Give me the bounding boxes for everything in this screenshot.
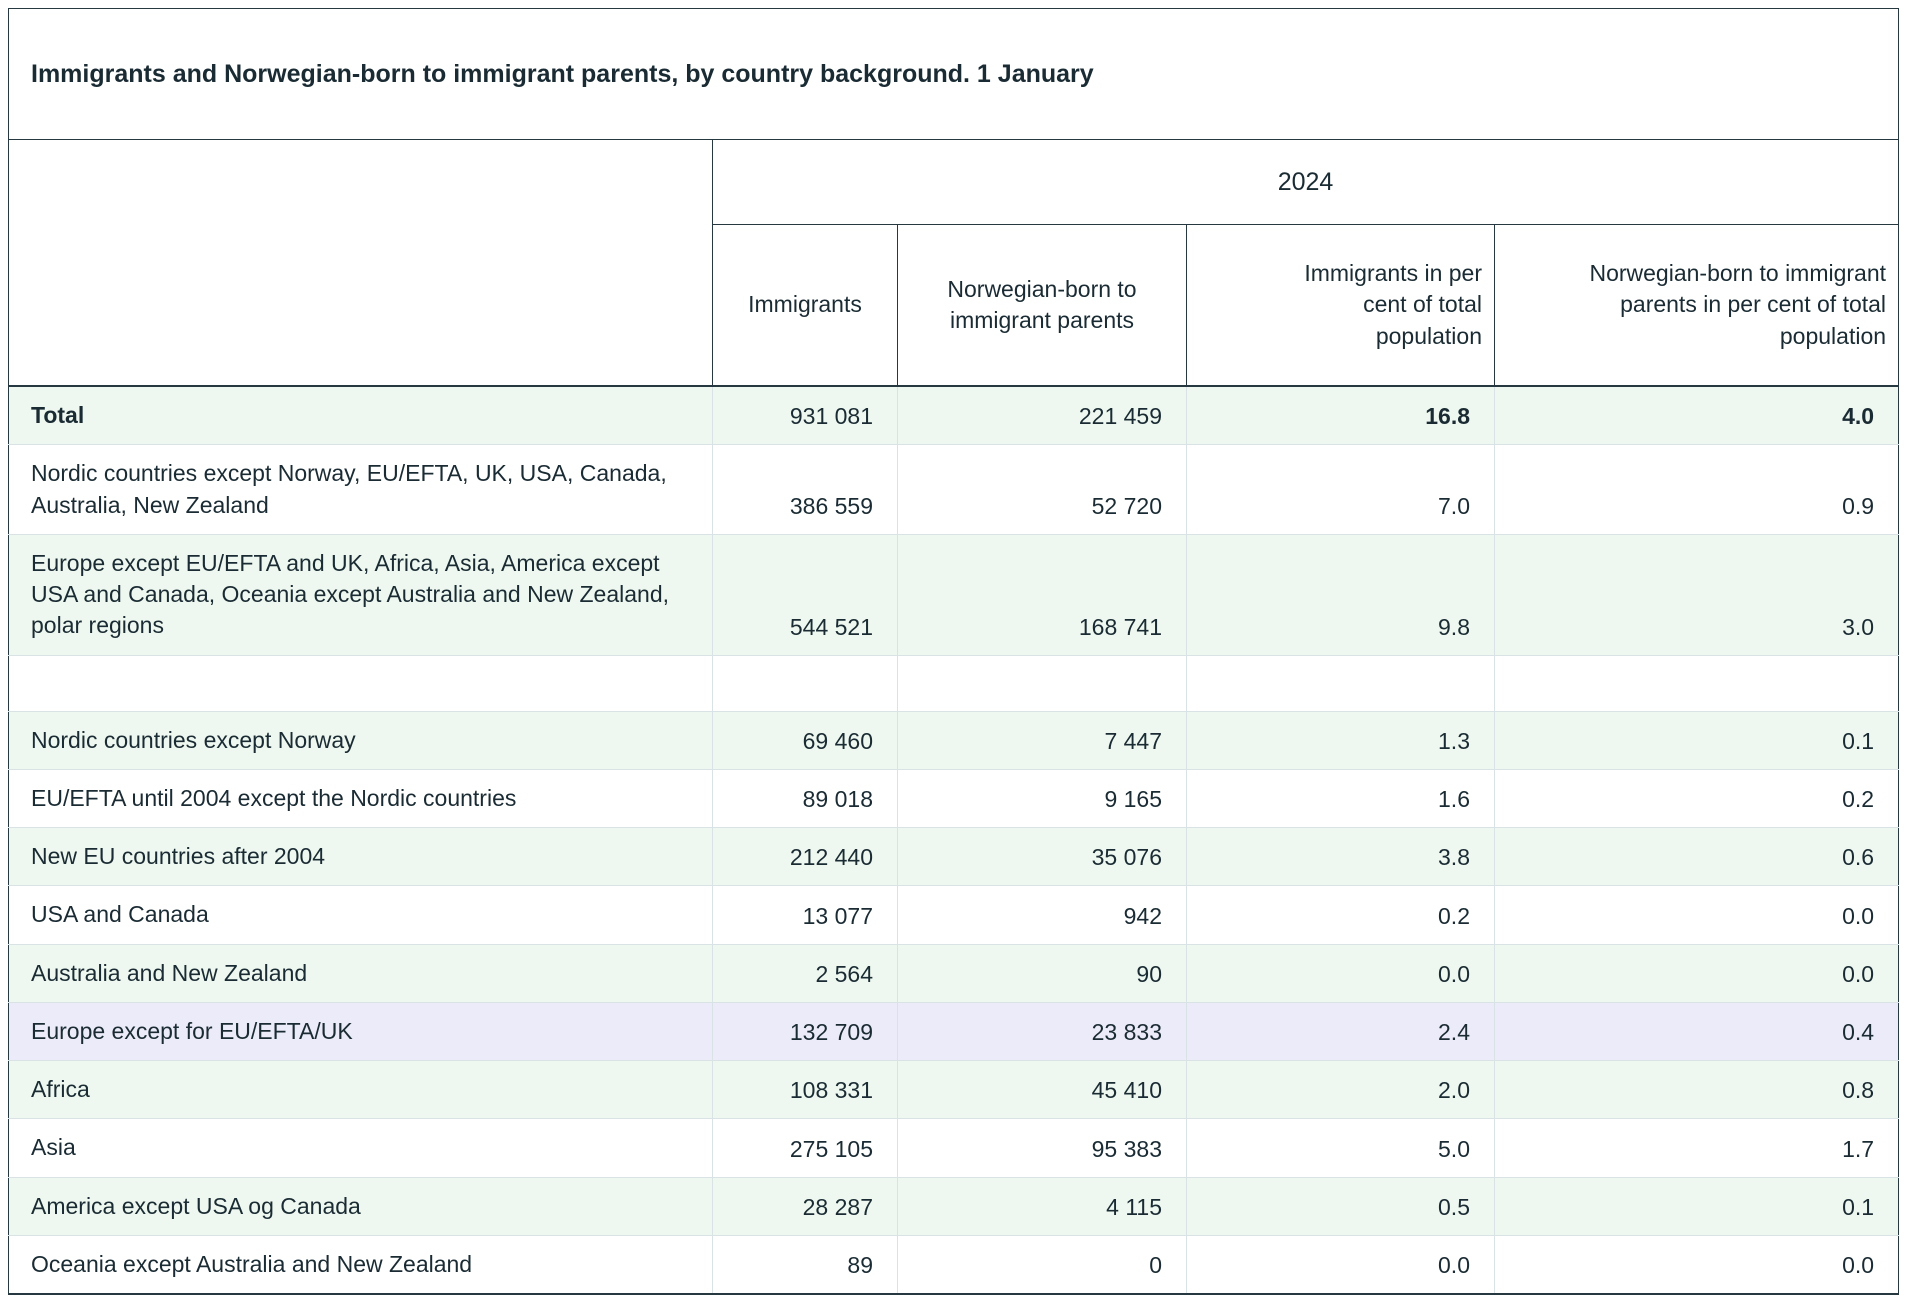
immigrants-pct-cell: 7.0 (1187, 445, 1495, 535)
norwegian-born-pct-cell: 4.0 (1495, 386, 1899, 445)
column-header-immigrants (713, 225, 898, 387)
immigrants-pct-cell: 0.0 (1187, 944, 1495, 1002)
year-header: 2024 (713, 140, 1899, 225)
norwegian-born-pct-cell: 0.8 (1495, 1061, 1899, 1119)
table-row[interactable] (9, 445, 1899, 535)
norwegian-born-cell: 35 076 (898, 828, 1187, 886)
norwegian-born-pct-cell: 0.9 (1495, 445, 1899, 535)
norwegian-born-pct-cell: 3.0 (1495, 534, 1899, 655)
norwegian-born-pct-cell: 0.6 (1495, 828, 1899, 886)
immigrants-pct-cell: 3.8 (1187, 828, 1495, 886)
column-header-label: Immigrants (748, 291, 862, 318)
norwegian-born-cell: 221 459 (898, 386, 1187, 445)
immigrants-cell: 89 018 (713, 769, 898, 827)
immigrants-cell: 212 440 (713, 828, 898, 886)
table-row[interactable] (9, 769, 1899, 827)
spacer-row[interactable] (9, 655, 1899, 711)
year-row (9, 140, 1899, 225)
norwegian-born-pct-cell: 0.1 (1495, 711, 1899, 769)
immigrants-cell: 89 (713, 1235, 898, 1294)
table-row[interactable] (9, 944, 1899, 1002)
immigrants-cell: 544 521 (713, 534, 898, 655)
row-label-cell: Nordic countries except Norway (9, 711, 713, 769)
column-header-immigrants-percent (1187, 225, 1495, 387)
table-body (9, 386, 1899, 1294)
immigrants-cell: 931 081 (713, 386, 898, 445)
norwegian-born-cell: 45 410 (898, 1061, 1187, 1119)
immigrants-pct-cell: 2.0 (1187, 1061, 1495, 1119)
immigrants-pct-cell: 5.0 (1187, 1119, 1495, 1177)
norwegian-born-cell: 52 720 (898, 445, 1187, 535)
immigrants-cell (713, 655, 898, 711)
row-label-cell: Europe except EU/EFTA and UK, Africa, Asia, America except USA and Canada, Oceania except Australia and New Zealand, polar regions (9, 534, 713, 655)
immigrants-cell: 2 564 (713, 944, 898, 1002)
table-row[interactable] (9, 711, 1899, 769)
table-row[interactable] (9, 1061, 1899, 1119)
immigrants-cell: 13 077 (713, 886, 898, 944)
immigrants-cell: 275 105 (713, 1119, 898, 1177)
norwegian-born-cell: 95 383 (898, 1119, 1187, 1177)
immigrants-cell: 28 287 (713, 1177, 898, 1235)
row-label-cell: Australia and New Zealand (9, 944, 713, 1002)
norwegian-born-pct-cell (1495, 655, 1899, 711)
column-header-label: Norwegian-born to immigrant parents in per cent of total population (1589, 260, 1887, 349)
row-label-cell: America except USA og Canada (9, 1177, 713, 1235)
table-row[interactable] (9, 534, 1899, 655)
norwegian-born-cell (898, 655, 1187, 711)
norwegian-born-pct-cell: 0.1 (1495, 1177, 1899, 1235)
norwegian-born-pct-cell: 0.4 (1495, 1002, 1899, 1060)
row-label-cell: EU/EFTA until 2004 except the Nordic countries (9, 769, 713, 827)
norwegian-born-cell: 942 (898, 886, 1187, 944)
corner-cell (9, 140, 713, 387)
immigrants-pct-cell: 0.5 (1187, 1177, 1495, 1235)
table-row[interactable] (9, 386, 1899, 445)
immigrants-cell: 132 709 (713, 1002, 898, 1060)
table-row[interactable] (9, 1002, 1899, 1060)
title-row (9, 9, 1899, 140)
row-label-cell: Africa (9, 1061, 713, 1119)
immigrants-pct-cell: 9.8 (1187, 534, 1495, 655)
row-label-cell: Europe except for EU/EFTA/UK (9, 1002, 713, 1060)
column-header-label: Immigrants in per cent of total population (1304, 260, 1482, 349)
norwegian-born-cell: 0 (898, 1235, 1187, 1294)
norwegian-born-pct-cell: 0.2 (1495, 769, 1899, 827)
immigrants-pct-cell: 1.6 (1187, 769, 1495, 827)
immigrants-pct-cell: 1.3 (1187, 711, 1495, 769)
table-row[interactable] (9, 828, 1899, 886)
row-label-cell: New EU countries after 2004 (9, 828, 713, 886)
immigrants-pct-cell: 0.0 (1187, 1235, 1495, 1294)
immigrants-cell: 69 460 (713, 711, 898, 769)
row-label-cell: Asia (9, 1119, 713, 1177)
table-row[interactable] (9, 886, 1899, 944)
norwegian-born-pct-cell: 0.0 (1495, 1235, 1899, 1294)
immigrants-table (8, 8, 1899, 1295)
norwegian-born-cell: 90 (898, 944, 1187, 1002)
immigrants-pct-cell: 16.8 (1187, 386, 1495, 445)
immigrants-pct-cell (1187, 655, 1495, 711)
immigrants-cell: 386 559 (713, 445, 898, 535)
row-label-cell: Nordic countries except Norway, EU/EFTA, UK, USA, Canada, Australia, New Zealand (9, 445, 713, 535)
column-header-norwegian-born-percent (1495, 225, 1899, 387)
table-title: Immigrants and Norwegian-born to immigrant parents, by country background. 1 January (9, 9, 1899, 140)
column-header-norwegian-born (898, 225, 1187, 387)
norwegian-born-cell: 168 741 (898, 534, 1187, 655)
immigrants-pct-cell: 2.4 (1187, 1002, 1495, 1060)
norwegian-born-cell: 9 165 (898, 769, 1187, 827)
column-header-label: Norwegian-born to immigrant parents (947, 275, 1137, 333)
table-row[interactable] (9, 1177, 1899, 1235)
table-header (9, 9, 1899, 387)
immigrants-cell: 108 331 (713, 1061, 898, 1119)
row-label-cell (9, 655, 713, 711)
immigrants-pct-cell: 0.2 (1187, 886, 1495, 944)
norwegian-born-pct-cell: 0.0 (1495, 886, 1899, 944)
norwegian-born-cell: 4 115 (898, 1177, 1187, 1235)
table-row[interactable] (9, 1119, 1899, 1177)
norwegian-born-pct-cell: 1.7 (1495, 1119, 1899, 1177)
norwegian-born-cell: 23 833 (898, 1002, 1187, 1060)
row-label-cell: USA and Canada (9, 886, 713, 944)
table-row[interactable] (9, 1235, 1899, 1294)
row-label-cell: Oceania except Australia and New Zealand (9, 1235, 713, 1294)
norwegian-born-pct-cell: 0.0 (1495, 944, 1899, 1002)
row-label-cell: Total (9, 386, 713, 445)
norwegian-born-cell: 7 447 (898, 711, 1187, 769)
